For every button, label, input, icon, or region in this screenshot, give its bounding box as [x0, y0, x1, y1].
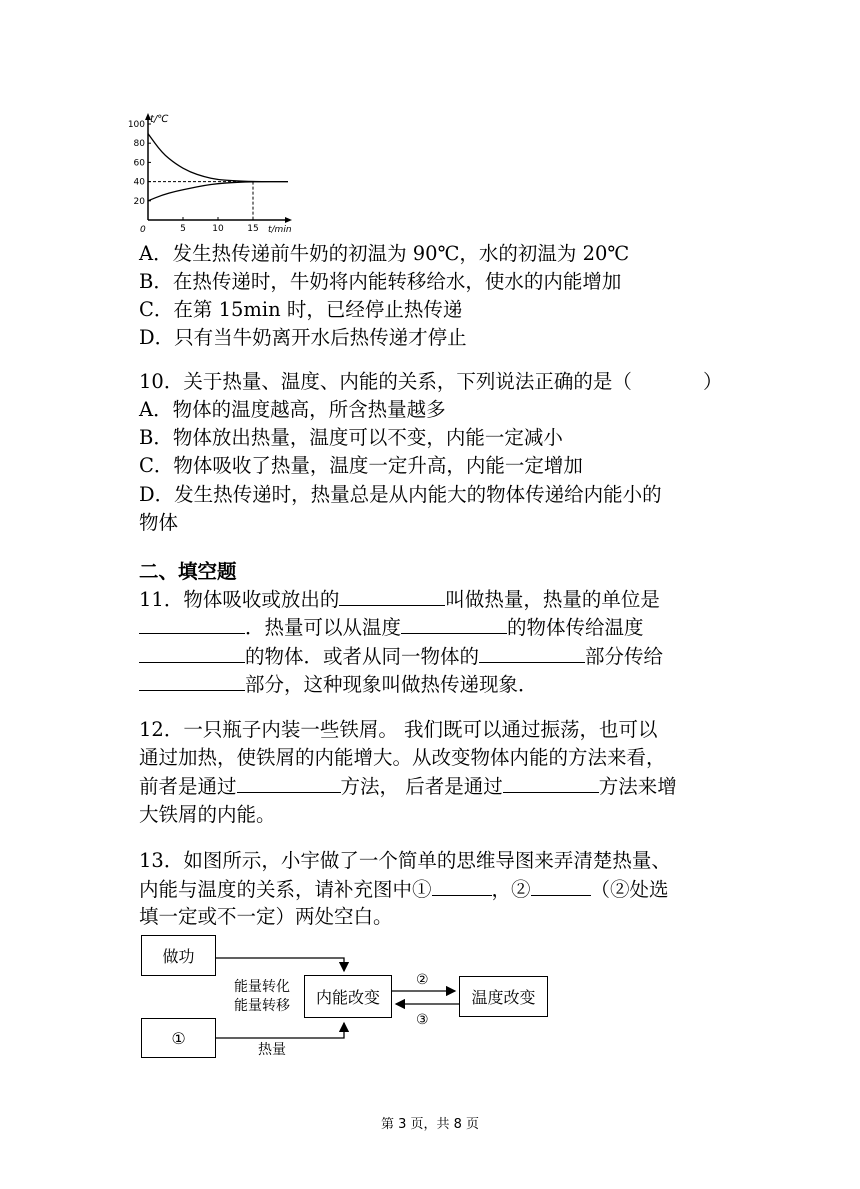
q12-text: 方法来增: [598, 775, 677, 798]
q11-text: 部分传给: [585, 645, 664, 668]
q9-option-b: B．在热传递时，牛奶将内能转移给水，使水的内能增加: [139, 270, 622, 293]
x-tick-label: 5: [180, 224, 186, 234]
y-tick-label: 40: [133, 177, 145, 188]
page-footer: 第 3 页，共 8 页: [380, 1117, 480, 1132]
q10-option-a: A．物体的温度越高，所含热量越多: [139, 398, 446, 421]
x-axis-label: t/min: [268, 225, 292, 235]
origin-label: 0: [140, 225, 146, 235]
q10-option-d: D．发生热传递时，热量总是从内能大的物体传递给内能小的: [139, 483, 662, 506]
work-arrow: [216, 958, 344, 971]
y-tick-label: 20: [133, 196, 145, 207]
energy-conversion-label: 能量转化: [234, 979, 290, 995]
q9-option-a: A．发生热传递前牛奶的初温为 90℃，水的初温为 20℃: [139, 242, 630, 265]
section-title: 二、填空题: [139, 560, 237, 583]
x-tick-label: 15: [247, 224, 259, 234]
q11-text: ．热量可以从温度: [245, 616, 402, 639]
q12-line-1: 12．一只瓶子内装一些铁屑。 我们既可以通过振荡，也可以: [139, 718, 658, 741]
q12-line-2: 通过加热，使铁屑的内能增大。从改变物体内能的方法来看，: [139, 746, 666, 769]
q11-text: 11．物体吸收或放出的: [139, 588, 340, 611]
x-tick-label: 10: [212, 224, 224, 234]
energy-transfer-label: 能量转移: [234, 998, 290, 1014]
temperature-label: 温度改变: [471, 988, 536, 1007]
blank-1-box: [141, 1018, 216, 1058]
circle-1-label: ①: [171, 1028, 186, 1048]
q12-text: 前者是通过: [139, 775, 237, 798]
q13-text: （②处选: [590, 878, 669, 901]
q11-text: 叫做热量，热量的单位是: [445, 588, 660, 611]
q10-paren-close: ）: [703, 370, 723, 393]
q10-stem: 10．关于热量、温度、内能的关系，下列说法正确的是（: [139, 370, 632, 393]
q9-option-d: D．只有当牛奶离开水后热传递才停止: [139, 326, 467, 349]
q13-line-3: 填一定或不一定）两处空白。: [139, 905, 393, 928]
internal-energy-box: [304, 975, 392, 1018]
temperature-box: [459, 976, 548, 1017]
q13-line-1: 13．如图所示，小宇做了一个简单的思维导图来弄清楚热量、: [139, 849, 671, 872]
q11-text: 的物体．或者从同一物体的: [245, 645, 480, 668]
circle-2-label: ②: [416, 972, 429, 988]
q12-text: 方法， 后者是通过: [340, 775, 503, 798]
q12-line-4: 大铁屑的内能。: [139, 803, 276, 826]
work-box: [141, 935, 216, 976]
internal-energy-label: 内能改变: [315, 988, 380, 1007]
q13-text: ，②: [491, 878, 531, 901]
q11-text: 的物体传给温度: [507, 616, 644, 639]
work-label: 做功: [162, 947, 195, 966]
heat-label: 热量: [258, 1042, 286, 1058]
q10-option-b: B．物体放出热量，温度可以不变，内能一定减小: [139, 426, 563, 449]
y-axis-label: t/℃: [150, 114, 169, 125]
q13-text: 内能与温度的关系，请补充图中①: [139, 878, 432, 901]
y-tick-label: 60: [133, 158, 145, 169]
y-tick-label: 100: [128, 120, 145, 130]
q11-text: 部分，这种现象叫做热传递现象．: [245, 673, 538, 696]
q10-option-d-cont: 物体: [139, 511, 179, 534]
y-tick-label: 80: [133, 139, 145, 150]
q9-option-c: C．在第 15min 时，已经停止热传递: [139, 298, 463, 321]
q10-option-c: C．物体吸收了热量，温度一定升高，内能一定增加: [139, 454, 583, 477]
circle-3-label: ③: [416, 1012, 429, 1028]
heat-arrow: [216, 1023, 344, 1038]
